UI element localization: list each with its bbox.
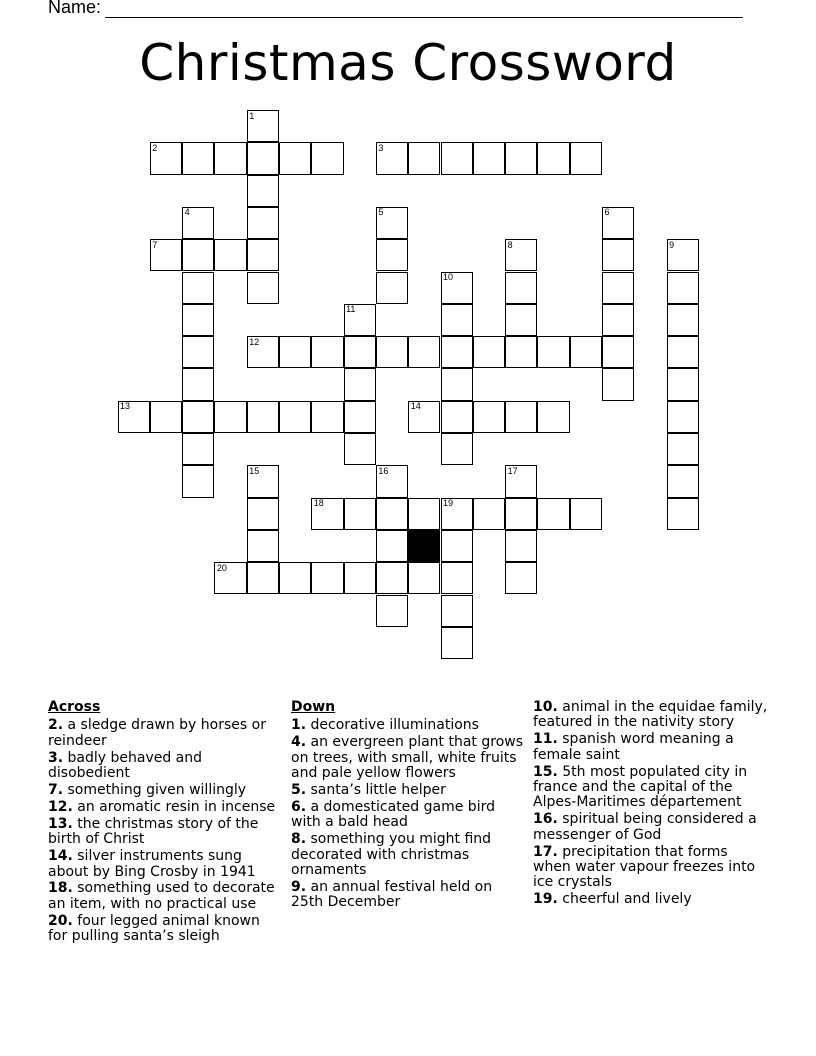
clue-number-label: 6. — [291, 798, 307, 815]
grid-cell[interactable] — [376, 239, 408, 271]
down-heading: Down — [291, 699, 336, 715]
clue-item — [48, 783, 280, 798]
grid-cell[interactable] — [667, 465, 699, 497]
clue-item — [291, 832, 527, 878]
clue-text: the christmas story of the birth of Christ — [48, 815, 259, 848]
clue-text: something used to decorate an item, with no practical use — [48, 880, 275, 912]
clue-number-label: 3. — [48, 749, 64, 766]
clue-number: 4 — [184, 207, 190, 218]
clue-text: an evergreen plant that grows on trees, with small, white fruits and pale yellow flowers — [291, 734, 524, 782]
grid-cell[interactable] — [344, 498, 376, 530]
clue-item — [291, 880, 527, 911]
clue-text: decorative illuminations — [310, 717, 479, 734]
clue-text: badly behaved and disobedient — [48, 749, 203, 782]
clue-number-label: 7. — [48, 782, 64, 799]
grid-cell[interactable] — [279, 142, 311, 174]
clue-number: 14 — [410, 401, 421, 412]
grid-cell[interactable] — [441, 433, 473, 465]
clue-item — [291, 718, 527, 733]
grid-cell[interactable] — [311, 562, 343, 594]
clue-number-label: 11. — [533, 731, 558, 748]
grid-cell[interactable] — [344, 368, 376, 400]
grid-cell[interactable] — [182, 272, 214, 304]
clue-text: something you might find decorated with christmas ornaments — [291, 831, 492, 879]
clue-number: 3 — [378, 142, 384, 153]
grid-cell[interactable] — [570, 336, 602, 368]
grid-cell[interactable] — [505, 336, 537, 368]
clue-item — [533, 845, 769, 891]
clue-number: 12 — [249, 336, 260, 347]
grid-cell[interactable] — [473, 401, 505, 433]
black-square — [408, 530, 440, 562]
across-clues — [48, 700, 280, 946]
grid-cell[interactable] — [667, 368, 699, 400]
clue-number: 11 — [346, 304, 356, 315]
grid-cell[interactable] — [602, 304, 634, 336]
grid-cell[interactable] — [602, 239, 634, 271]
grid-cell[interactable] — [667, 433, 699, 465]
grid-cell[interactable] — [408, 336, 440, 368]
grid-cell[interactable] — [441, 595, 473, 627]
grid-cell[interactable] — [150, 401, 182, 433]
clue-number-label: 9. — [291, 878, 307, 895]
clue-item — [48, 817, 280, 848]
clue-text: a domesticated game bird with a bald head — [291, 798, 495, 831]
grid-cell[interactable] — [214, 142, 246, 174]
page-title: Christmas Crossword — [139, 34, 677, 92]
clue-number: 15 — [249, 465, 260, 476]
clue-number-label: 17. — [533, 843, 558, 860]
clue-item — [533, 765, 769, 811]
clue-text: something given willingly — [67, 782, 247, 799]
clue-text: 5th most populated city in france and the capital of the Alpes-Maritimes département — [533, 763, 748, 811]
grid-cell[interactable] — [505, 401, 537, 433]
grid-cell[interactable] — [182, 368, 214, 400]
grid-cell[interactable] — [182, 433, 214, 465]
grid-cell[interactable] — [247, 562, 279, 594]
clue-number: 9 — [669, 239, 675, 250]
grid-cell[interactable] — [408, 562, 440, 594]
clue-number: 5 — [378, 207, 384, 218]
clue-number: 10 — [443, 272, 454, 282]
grid-cell[interactable] — [247, 207, 279, 239]
clue-number-label: 13. — [48, 815, 73, 832]
clue-text: an aromatic resin in incense — [77, 798, 276, 815]
clue-text: santa’s little helper — [310, 782, 446, 799]
clue-item — [48, 751, 280, 782]
clue-number-label: 18. — [48, 880, 73, 897]
down-clues-continued — [533, 700, 769, 909]
grid-cell[interactable] — [570, 498, 602, 530]
clue-item — [533, 892, 769, 907]
grid-cell[interactable] — [537, 336, 569, 368]
grid-cell[interactable] — [473, 142, 505, 174]
clue-number-label: 8. — [291, 831, 307, 848]
grid-cell[interactable] — [247, 530, 279, 562]
grid-cell[interactable] — [537, 401, 569, 433]
clue-number: 19 — [443, 498, 454, 509]
grid-cell[interactable] — [279, 336, 311, 368]
grid-cell[interactable] — [667, 336, 699, 368]
grid-cell[interactable] — [376, 595, 408, 627]
clue-text: precipitation that forms when water vapour freezes into ice crystals — [533, 843, 756, 891]
clue-number-label: 1. — [291, 717, 307, 734]
grid-cell[interactable] — [214, 401, 246, 433]
grid-cell[interactable] — [441, 401, 473, 433]
grid-cell[interactable] — [537, 142, 569, 174]
grid-cell[interactable] — [376, 530, 408, 562]
clue-item — [48, 914, 280, 945]
clue-number-label: 4. — [291, 734, 307, 751]
grid-cell[interactable] — [182, 239, 214, 271]
clue-number: 6 — [604, 207, 610, 218]
clue-number-label: 12. — [48, 798, 73, 815]
clue-number: 20 — [216, 562, 227, 573]
grid-cell[interactable] — [247, 142, 279, 174]
grid-cell[interactable] — [602, 272, 634, 304]
clue-item — [291, 800, 527, 831]
grid-cell[interactable] — [505, 530, 537, 562]
clue-number: 17 — [507, 465, 518, 476]
clue-number-label: 2. — [48, 717, 64, 734]
grid-cell[interactable] — [441, 562, 473, 594]
clue-item — [291, 735, 527, 781]
clue-text: silver instruments sung about by Bing Crosby in 1941 — [48, 848, 256, 880]
grid-cell[interactable] — [279, 401, 311, 433]
grid-cell[interactable] — [505, 272, 537, 304]
clue-number-label: 10. — [533, 699, 558, 715]
clue-number: 8 — [507, 239, 513, 250]
grid-cell[interactable] — [247, 175, 279, 207]
clue-number: 13 — [120, 401, 131, 412]
grid-cell[interactable] — [667, 498, 699, 530]
grid-cell[interactable] — [570, 142, 602, 174]
clue-text: cheerful and lively — [562, 891, 692, 908]
clue-number: 1 — [249, 110, 255, 121]
clue-number-label: 14. — [48, 848, 73, 865]
grid-cell[interactable] — [473, 498, 505, 530]
grid-cell[interactable] — [279, 562, 311, 594]
clue-text: spiritual being considered a messenger of God — [533, 811, 757, 843]
clue-item — [48, 881, 280, 912]
clue-number: 18 — [313, 498, 324, 509]
grid-cell[interactable] — [376, 272, 408, 304]
clue-number-label: 20. — [48, 912, 73, 929]
grid-cell[interactable] — [441, 336, 473, 368]
grid-cell[interactable] — [441, 368, 473, 400]
grid-cell[interactable] — [344, 562, 376, 594]
clue-item — [533, 700, 769, 731]
across-heading: Across — [48, 699, 101, 715]
grid-cell[interactable] — [311, 142, 343, 174]
grid-cell[interactable] — [376, 336, 408, 368]
grid-cell[interactable] — [376, 498, 408, 530]
grid-cell[interactable] — [311, 401, 343, 433]
grid-cell[interactable] — [441, 304, 473, 336]
grid-cell[interactable] — [537, 498, 569, 530]
grid-cell[interactable] — [182, 401, 214, 433]
grid-cell[interactable] — [182, 142, 214, 174]
grid-cell[interactable] — [505, 142, 537, 174]
clue-text: spanish word meaning a female saint — [533, 731, 734, 763]
clue-number-label: 19. — [533, 891, 558, 908]
clue-item — [533, 732, 769, 763]
grid-cell[interactable] — [247, 401, 279, 433]
grid-cell[interactable] — [344, 433, 376, 465]
grid-cell[interactable] — [602, 368, 634, 400]
grid-cell[interactable] — [182, 304, 214, 336]
grid-cell[interactable] — [473, 336, 505, 368]
grid-cell[interactable] — [667, 401, 699, 433]
grid-cell[interactable] — [505, 562, 537, 594]
grid-cell[interactable] — [344, 336, 376, 368]
grid-cell[interactable] — [182, 465, 214, 497]
clue-item — [48, 849, 280, 880]
clue-text: a sledge drawn by horses or reindeer — [48, 717, 266, 749]
grid-cell[interactable] — [247, 498, 279, 530]
grid-cell[interactable] — [667, 304, 699, 336]
grid-cell[interactable] — [408, 142, 440, 174]
clue-number: 7 — [152, 239, 158, 250]
grid-cell[interactable] — [344, 401, 376, 433]
grid-cell[interactable] — [505, 498, 537, 530]
clue-text: animal in the equidae family, featured in the nativity story — [533, 699, 768, 731]
down-clues — [291, 700, 527, 912]
clue-item — [291, 783, 527, 798]
grid-cell[interactable] — [441, 530, 473, 562]
clue-item — [533, 812, 769, 843]
clue-item — [48, 800, 280, 815]
grid-cell[interactable] — [247, 239, 279, 271]
clue-text: four legged animal known for pulling santa’s sleigh — [48, 912, 260, 945]
grid-cell[interactable] — [311, 336, 343, 368]
grid-cell[interactable] — [214, 239, 246, 271]
name-label: Name: — [48, 0, 102, 17]
grid-cell[interactable] — [408, 498, 440, 530]
grid-cell[interactable] — [247, 272, 279, 304]
clue-item — [48, 718, 280, 749]
clue-number-label: 15. — [533, 763, 558, 780]
clue-number: 2 — [152, 142, 158, 153]
clue-number-label: 16. — [533, 811, 558, 828]
grid-cell[interactable] — [602, 336, 634, 368]
clue-number-label: 5. — [291, 782, 307, 799]
clue-number: 16 — [378, 465, 389, 476]
grid-cell[interactable] — [667, 272, 699, 304]
grid-cell[interactable] — [182, 336, 214, 368]
grid-cell[interactable] — [376, 562, 408, 594]
grid-cell[interactable] — [505, 304, 537, 336]
clue-text: an annual festival held on 25th December — [291, 878, 493, 911]
grid-cell[interactable] — [441, 142, 473, 174]
grid-cell[interactable] — [441, 627, 473, 659]
